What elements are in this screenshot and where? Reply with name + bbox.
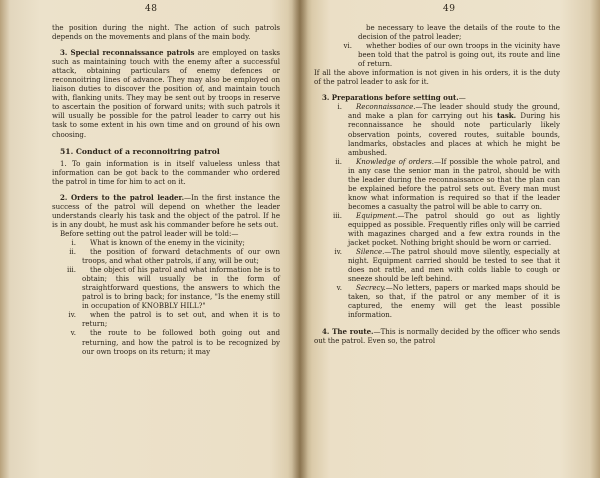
paragraph-title: 4. The route. [322,326,374,336]
paragraph: Before setting out the patrol leader will be told:— [60,228,239,238]
paragraph-body: —This is normally decided by the officer who sends out the patrol. Even so, the patrol [314,326,561,345]
list-item: vi. whether bodies of our own troops in the vicinity have been told that the patrol is going out, its route and line of return. [343,41,560,69]
paragraph [314,93,560,102]
left-page-number: 48 [145,4,158,14]
paragraph [52,193,280,229]
paragraph-title: 2. Orders to the patrol leader. [60,192,185,202]
right-page-number: 49 [443,4,456,14]
paragraph-title: 3. Special reconnaissance patrols [60,48,195,58]
list-item: i. Reconnaissance.—The leader should study the ground, and make a plan for carrying out his task. During his reconnaissance he should note particularly likely observation points, covered routes, suitable bounds, landmarks, obstacles and places at which he might be ambushed. [337,102,560,157]
list-item: ii. the position of forward detachments of our own troops, and what other patrols, if any, will be out; [69,247,280,266]
list-item: iv. when the patrol is to set out, and when it is to return; [68,310,280,329]
paragraph-body: — [458,93,466,103]
list-item: iii. Equipment.—The patrol should go out as lightly equipped as possible. Frequently rifles only will be carried with magazines charged and a few extra rounds in the jacket pocket. Nothing bright should be worn or carried. [332,210,560,248]
paragraph [314,327,560,345]
right-page-text [314,23,560,345]
section-heading: 51. Conduct of a reconnoitring patrol [60,146,220,156]
list-item: iv. Silence.—The patrol should move silently, especially at night. Equipment carried should be tested to see that it does not rattle, and men with colds liable to cough or sneeze should be left behind. [334,247,560,284]
list-item: v. Secrecy.—No letters, papers or marked maps should be taken, so that, if the patrol or any member of it is captured, the enemy will get the least possible information. [336,283,560,320]
list-item-continued: be necessary to leave the details of the route to the decision of the patrol leader; [358,23,560,42]
left-page-text [52,23,280,356]
paragraph: If all the above information is not given in his orders, it is the duty of the patrol leader to ask for it. [314,68,560,87]
paragraph: the position during the night. The action of such patrols depends on the movements and plans of the main body. [52,23,280,42]
paragraph-title: 3. Preparations before setting out. [322,93,459,103]
paragraph: 1. To gain information is in itself valueless unless that information can be got back to the commander who ordered the patrol in time for him to act on it. [52,158,280,186]
paragraph-body: —In the first instance the success of the patrol will depend on whether the leader understands clearly his task and the object of the patrol. If he is in any doubt, he must ask his commander before he sets out. [52,192,280,229]
list-item: iii. the object of his patrol and what information he is to obtain; this will usually be in the form of straightforward questions, the answers to which the patrol is to bring back; for instance, "Is the enemy still in occupation of KNOBBLY HILL?" [66,265,280,311]
paragraph-body: are employed on tasks such as maintaining touch with the enemy after a successful attack, obtaining particulars of enemy defences or reconnoitring lines of advance. They may also be employed on liaison duties to discover the position of, and maintain touch with, flanking units. They may be sent out by troops in reserve to ascertain the position of forward units; with such patrols it will usually be possible for the patrol leader to carry out his task to some extent in his own time and on ground of his own choosing. [52,48,280,139]
list-item: ii. Knowledge of orders.—If possible the whole patrol, and in any case the senior man in the patrol, should be with the leader during the reconnaissance so that the plan can be explained before the patrol sets out. Every man must know what information is required so that if the leader becomes a casualty the patrol will be able to carry on. [335,156,560,211]
right-page [300,0,600,478]
list-item: i. What is known of the enemy in the vicinity; [71,237,245,247]
list-item: v. the route to be followed both going out and returning, and how the patrol is to be recognized by our own troops on its return; it may [70,328,280,356]
paragraph [52,48,280,138]
